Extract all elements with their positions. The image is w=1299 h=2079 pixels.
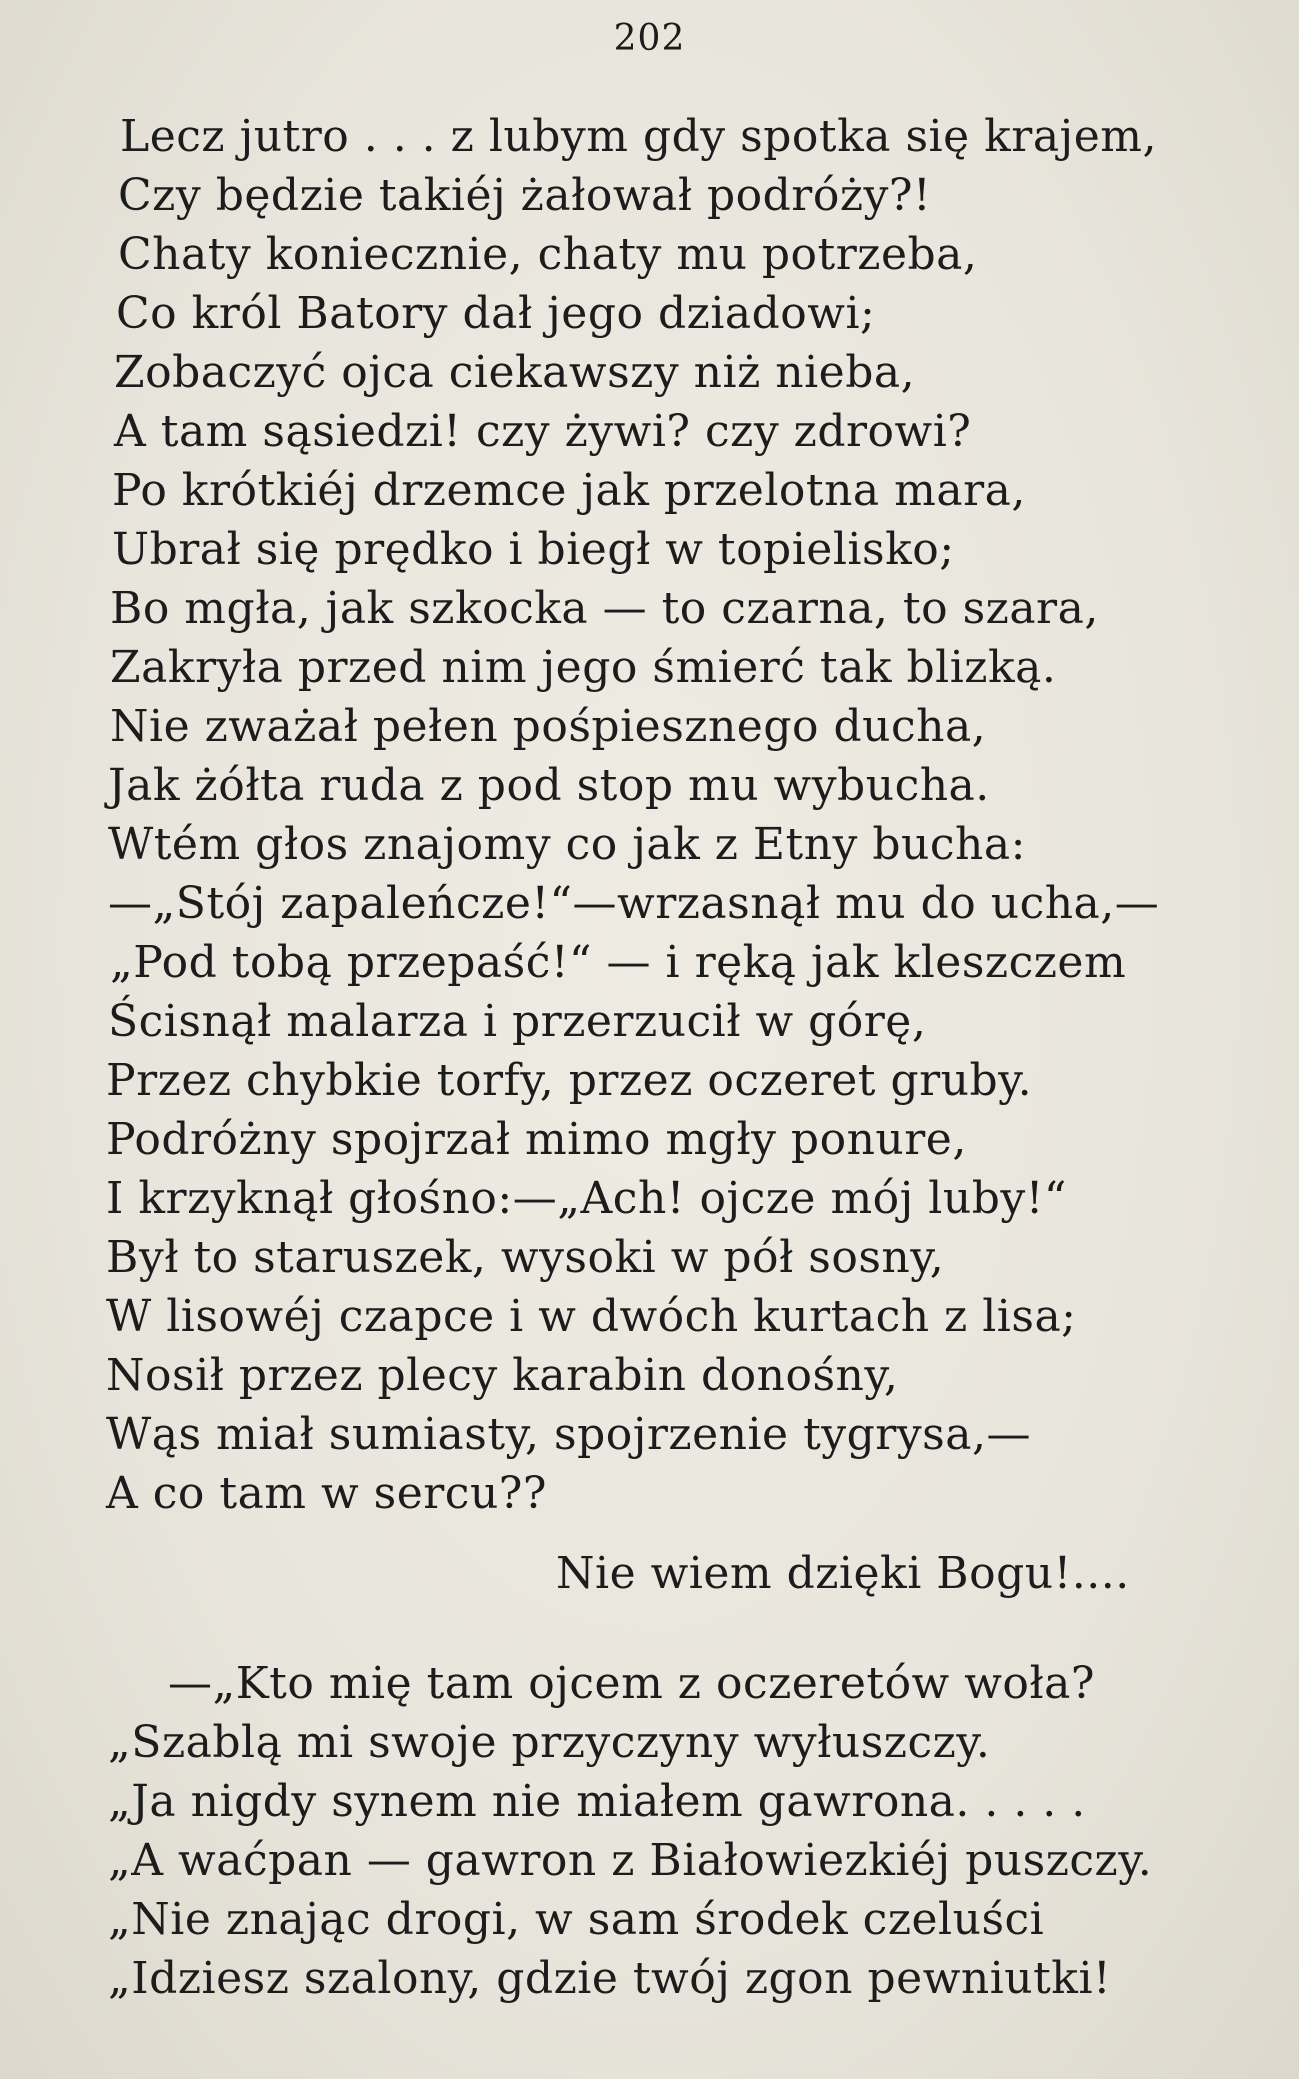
verse-line: „A waćpan — gawron z Białowiezkiéj puszczy. bbox=[108, 1835, 1153, 1886]
verse-line: Przez chybkie torfy, przez oczeret gruby. bbox=[106, 1055, 1033, 1106]
verse-line: Chaty koniecznie, chaty mu potrzeba, bbox=[118, 229, 978, 280]
verse-line: Lecz jutro . . . z lubym gdy spotka się krajem, bbox=[120, 111, 1157, 162]
verse-line: —„Stój zapaleńcze!“—wrzasnął mu do ucha,— bbox=[108, 878, 1160, 929]
verse-line: Był to staruszek, wysoki w pół sosny, bbox=[106, 1232, 945, 1283]
verse-line: „Idziesz szalony, gdzie twój zgon pewniutki! bbox=[108, 1953, 1112, 2004]
verse-line: „Nie znając drogi, w sam środek czeluści bbox=[108, 1894, 1045, 1945]
verse-line: W lisowéj czapce i w dwóch kurtach z lisa; bbox=[106, 1291, 1077, 1342]
verse-line: „Pod tobą przepaść!“ — i ręką jak kleszczem bbox=[110, 937, 1127, 988]
verse-line: Ścisnął malarza i przerzucił w górę, bbox=[108, 996, 927, 1047]
verse-line: Nosił przez plecy karabin donośny, bbox=[106, 1350, 899, 1401]
verse-line: —„Kto mię tam ojcem z oczeretów woła? bbox=[168, 1658, 1095, 1709]
verse-line: Wąs miał sumiasty, spojrzenie tygrysa,— bbox=[106, 1409, 1031, 1460]
verse-line: Ubrał się prędko i biegł w topielisko; bbox=[112, 524, 955, 575]
verse-line: Po krótkiéj drzemce jak przelotna mara, bbox=[112, 465, 1026, 516]
verse-line: Co król Batory dał jego dziadowi; bbox=[116, 288, 876, 339]
verse-line: A tam sąsiedzi! czy żywi? czy zdrowi? bbox=[114, 406, 972, 457]
verse-line: „Ja nigdy synem nie miałem gawrona. . . . . bbox=[108, 1776, 1086, 1827]
verse-line: Zobaczyć ojca ciekawszy niż nieba, bbox=[114, 347, 916, 398]
verse-line: Zakryła przed nim jego śmierć tak blizką. bbox=[110, 642, 1057, 693]
verse-line: A co tam w sercu?? bbox=[106, 1468, 547, 1519]
page-number: 202 bbox=[613, 18, 686, 59]
verse-line: Podróżny spojrzał mimo mgły ponure, bbox=[106, 1114, 967, 1165]
verse-line: Wtém głos znajomy co jak z Etny bucha: bbox=[108, 819, 1026, 870]
verse-line: Nie zważał pełen pośpiesznego ducha, bbox=[110, 701, 987, 752]
verse-line: Czy będzie takiéj żałował podróży?! bbox=[118, 170, 932, 221]
verse-line: Nie wiem dzięki Bogu!.... bbox=[556, 1548, 1130, 1599]
verse-line: „Szablą mi swoje przyczyny wyłuszczy. bbox=[108, 1717, 991, 1768]
verse-line: I krzyknął głośno:—„Ach! ojcze mój luby!“ bbox=[106, 1173, 1067, 1224]
verse-line: Jak żółta ruda z pod stop mu wybucha. bbox=[108, 760, 990, 811]
verse-line: Bo mgła, jak szkocka — to czarna, to szara, bbox=[110, 583, 1099, 634]
